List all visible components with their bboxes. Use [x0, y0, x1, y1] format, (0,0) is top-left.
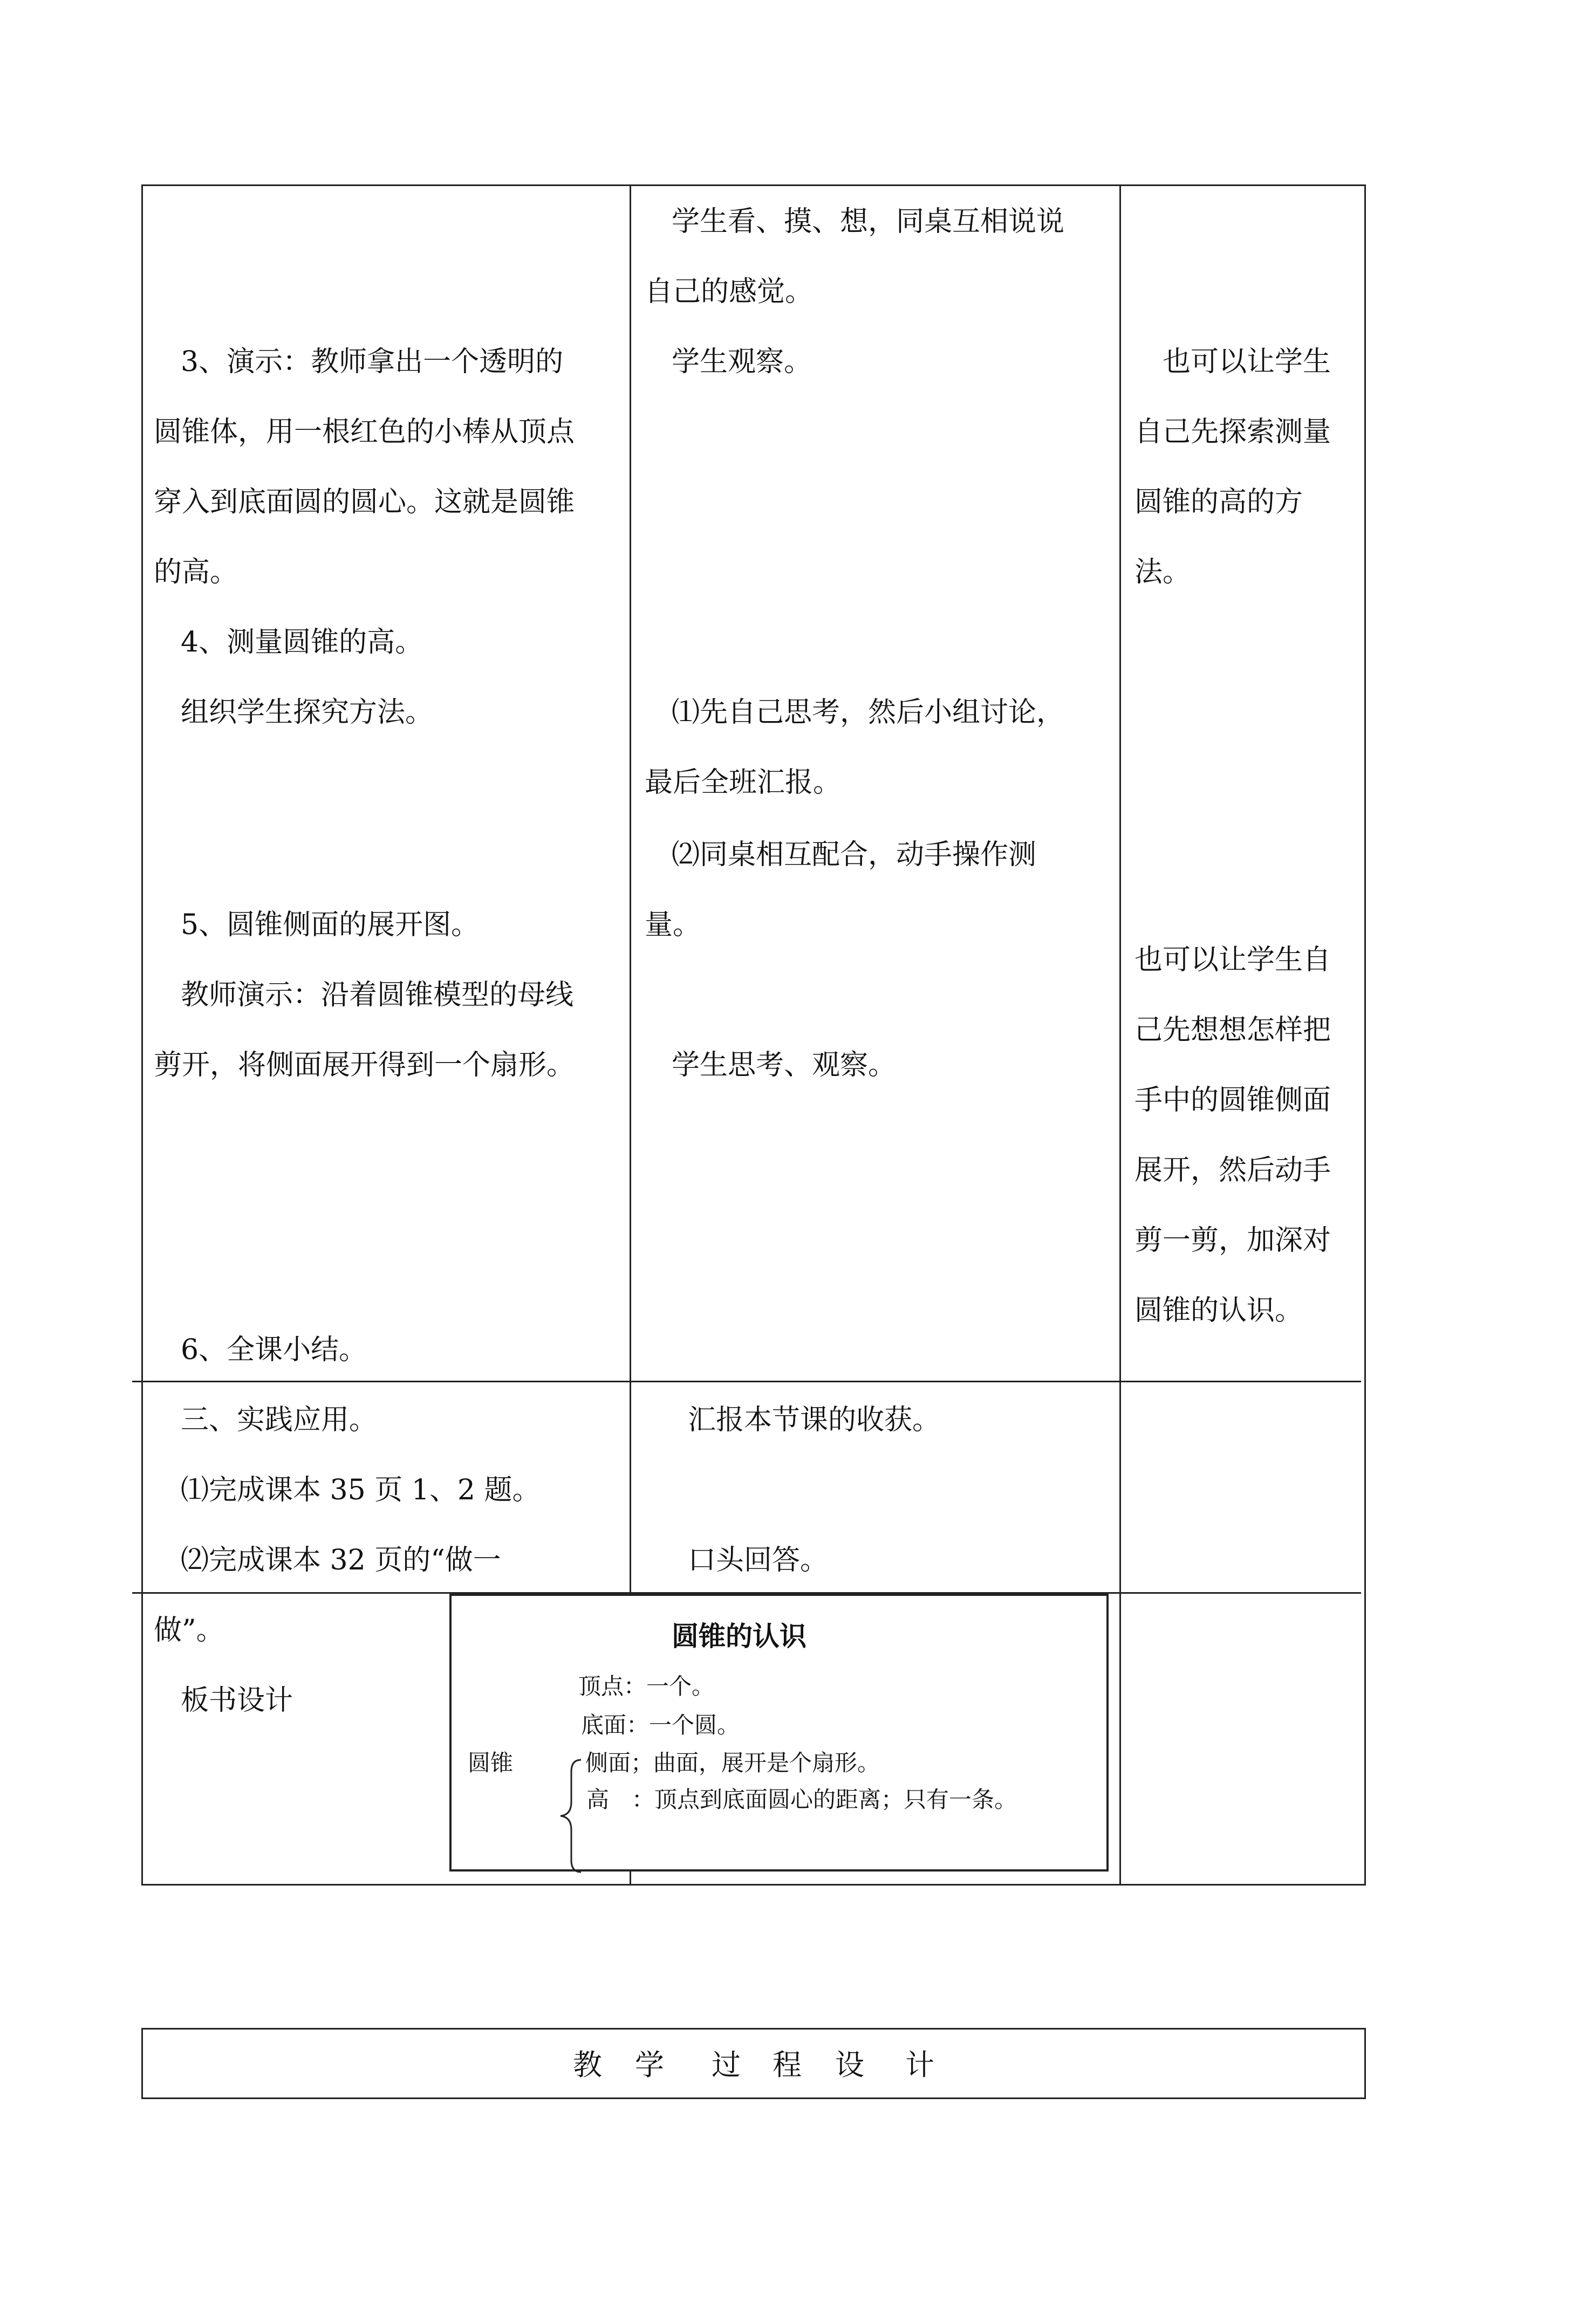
note-2-line-1: 也可以让学生自 — [1134, 944, 1331, 976]
teacher-step-5-line-1: 教师演示：沿着圆锥模型的母线 — [181, 979, 574, 1011]
footer-char-6: 计 — [905, 2048, 934, 2082]
note-1-line-4: 法。 — [1134, 556, 1191, 588]
note-1-line-2: 自己先探索测量 — [1134, 416, 1331, 448]
table-bottom-border — [141, 1884, 1366, 1886]
student-activity-7: 口头回答。 — [688, 1544, 829, 1576]
teacher-step-5-line-2: 剪开，将侧面展开得到一个扇形。 — [154, 1049, 575, 1081]
teacher-step-6: 6、全课小结。 — [181, 1334, 367, 1366]
footer-char-3: 过 — [712, 2048, 741, 2082]
student-activity-2: 学生观察。 — [672, 346, 812, 378]
teacher-step-3-line-1: 3、演示：教师拿出一个透明的 — [181, 346, 564, 378]
brace-icon — [554, 1758, 586, 1874]
note-2-line-6: 圆锥的认识。 — [1134, 1294, 1303, 1327]
student-activity-1-line-2: 自己的感觉。 — [645, 276, 814, 308]
board-line-lateral: 侧面；曲面，展开是个扇形。 — [585, 1750, 880, 1776]
footer-char-4: 程 — [773, 2048, 802, 2082]
note-2-line-5: 剪一剪，加深对 — [1134, 1224, 1331, 1257]
table-top-border — [141, 184, 1366, 186]
board-subject: 圆锥 — [468, 1750, 514, 1776]
board-design-box — [449, 1594, 1109, 1871]
note-2-line-2: 己先想想怎样把 — [1134, 1014, 1331, 1046]
teacher-step-3-line-2: 圆锥体，用一根红色的小棒从顶点 — [154, 416, 575, 448]
table-col-divider-2 — [1119, 184, 1121, 1886]
student-activity-3-line-2: 最后全班汇报。 — [645, 766, 842, 799]
board-design-label: 板书设计 — [181, 1684, 293, 1717]
section-3-item-1: ⑴完成课本 35 页 1、2 题。 — [181, 1474, 541, 1506]
board-line-base: 底面：一个圆。 — [581, 1712, 740, 1738]
section-3-title: 三、实践应用。 — [181, 1404, 378, 1436]
board-title: 圆锥的认识 — [672, 1621, 806, 1652]
note-2-line-3: 手中的圆锥侧面 — [1134, 1084, 1331, 1116]
student-activity-4-line-2: 量。 — [645, 909, 701, 941]
footer-char-5: 设 — [835, 2048, 864, 2082]
teacher-step-3-line-3: 穿入到底面圆的圆心。这就是圆锥 — [154, 486, 575, 518]
note-1-line-1: 也可以让学生 — [1163, 346, 1331, 378]
table-left-border — [141, 184, 143, 1886]
student-activity-4-line-1: ⑵同桌相互配合，动手操作测 — [672, 839, 1037, 871]
note-2-line-4: 展开，然后动手 — [1134, 1154, 1331, 1187]
section-3-item-2-line-2: 做”。 — [154, 1614, 224, 1647]
section-3-item-2-line-1: ⑵完成课本 32 页的“做一 — [181, 1544, 501, 1576]
board-line-vertex: 顶点：一个。 — [578, 1673, 715, 1699]
footer-char-2: 学 — [635, 2048, 664, 2082]
note-1-line-3: 圆锥的高的方 — [1134, 486, 1303, 518]
teacher-step-4-organize: 组织学生探究方法。 — [181, 696, 434, 729]
student-activity-5: 学生思考、观察。 — [672, 1049, 897, 1081]
teacher-step-3-line-4: 的高。 — [154, 556, 238, 588]
student-activity-3-line-1: ⑴先自己思考，然后小组讨论， — [672, 696, 1065, 729]
student-activity-6: 汇报本节课的收获。 — [688, 1404, 941, 1436]
footer-char-1: 教 — [573, 2048, 602, 2082]
table-right-border — [1364, 184, 1366, 1886]
student-activity-1-line-1: 学生看、摸、想，同桌互相说说 — [672, 205, 1065, 238]
board-line-height: 高 ：顶点到底面圆心的距离；只有一条。 — [586, 1786, 1017, 1813]
teaching-process-design-header — [141, 2028, 1366, 2099]
teacher-step-4: 4、测量圆锥的高。 — [181, 626, 423, 659]
teacher-step-5: 5、圆锥侧面的展开图。 — [181, 909, 480, 941]
